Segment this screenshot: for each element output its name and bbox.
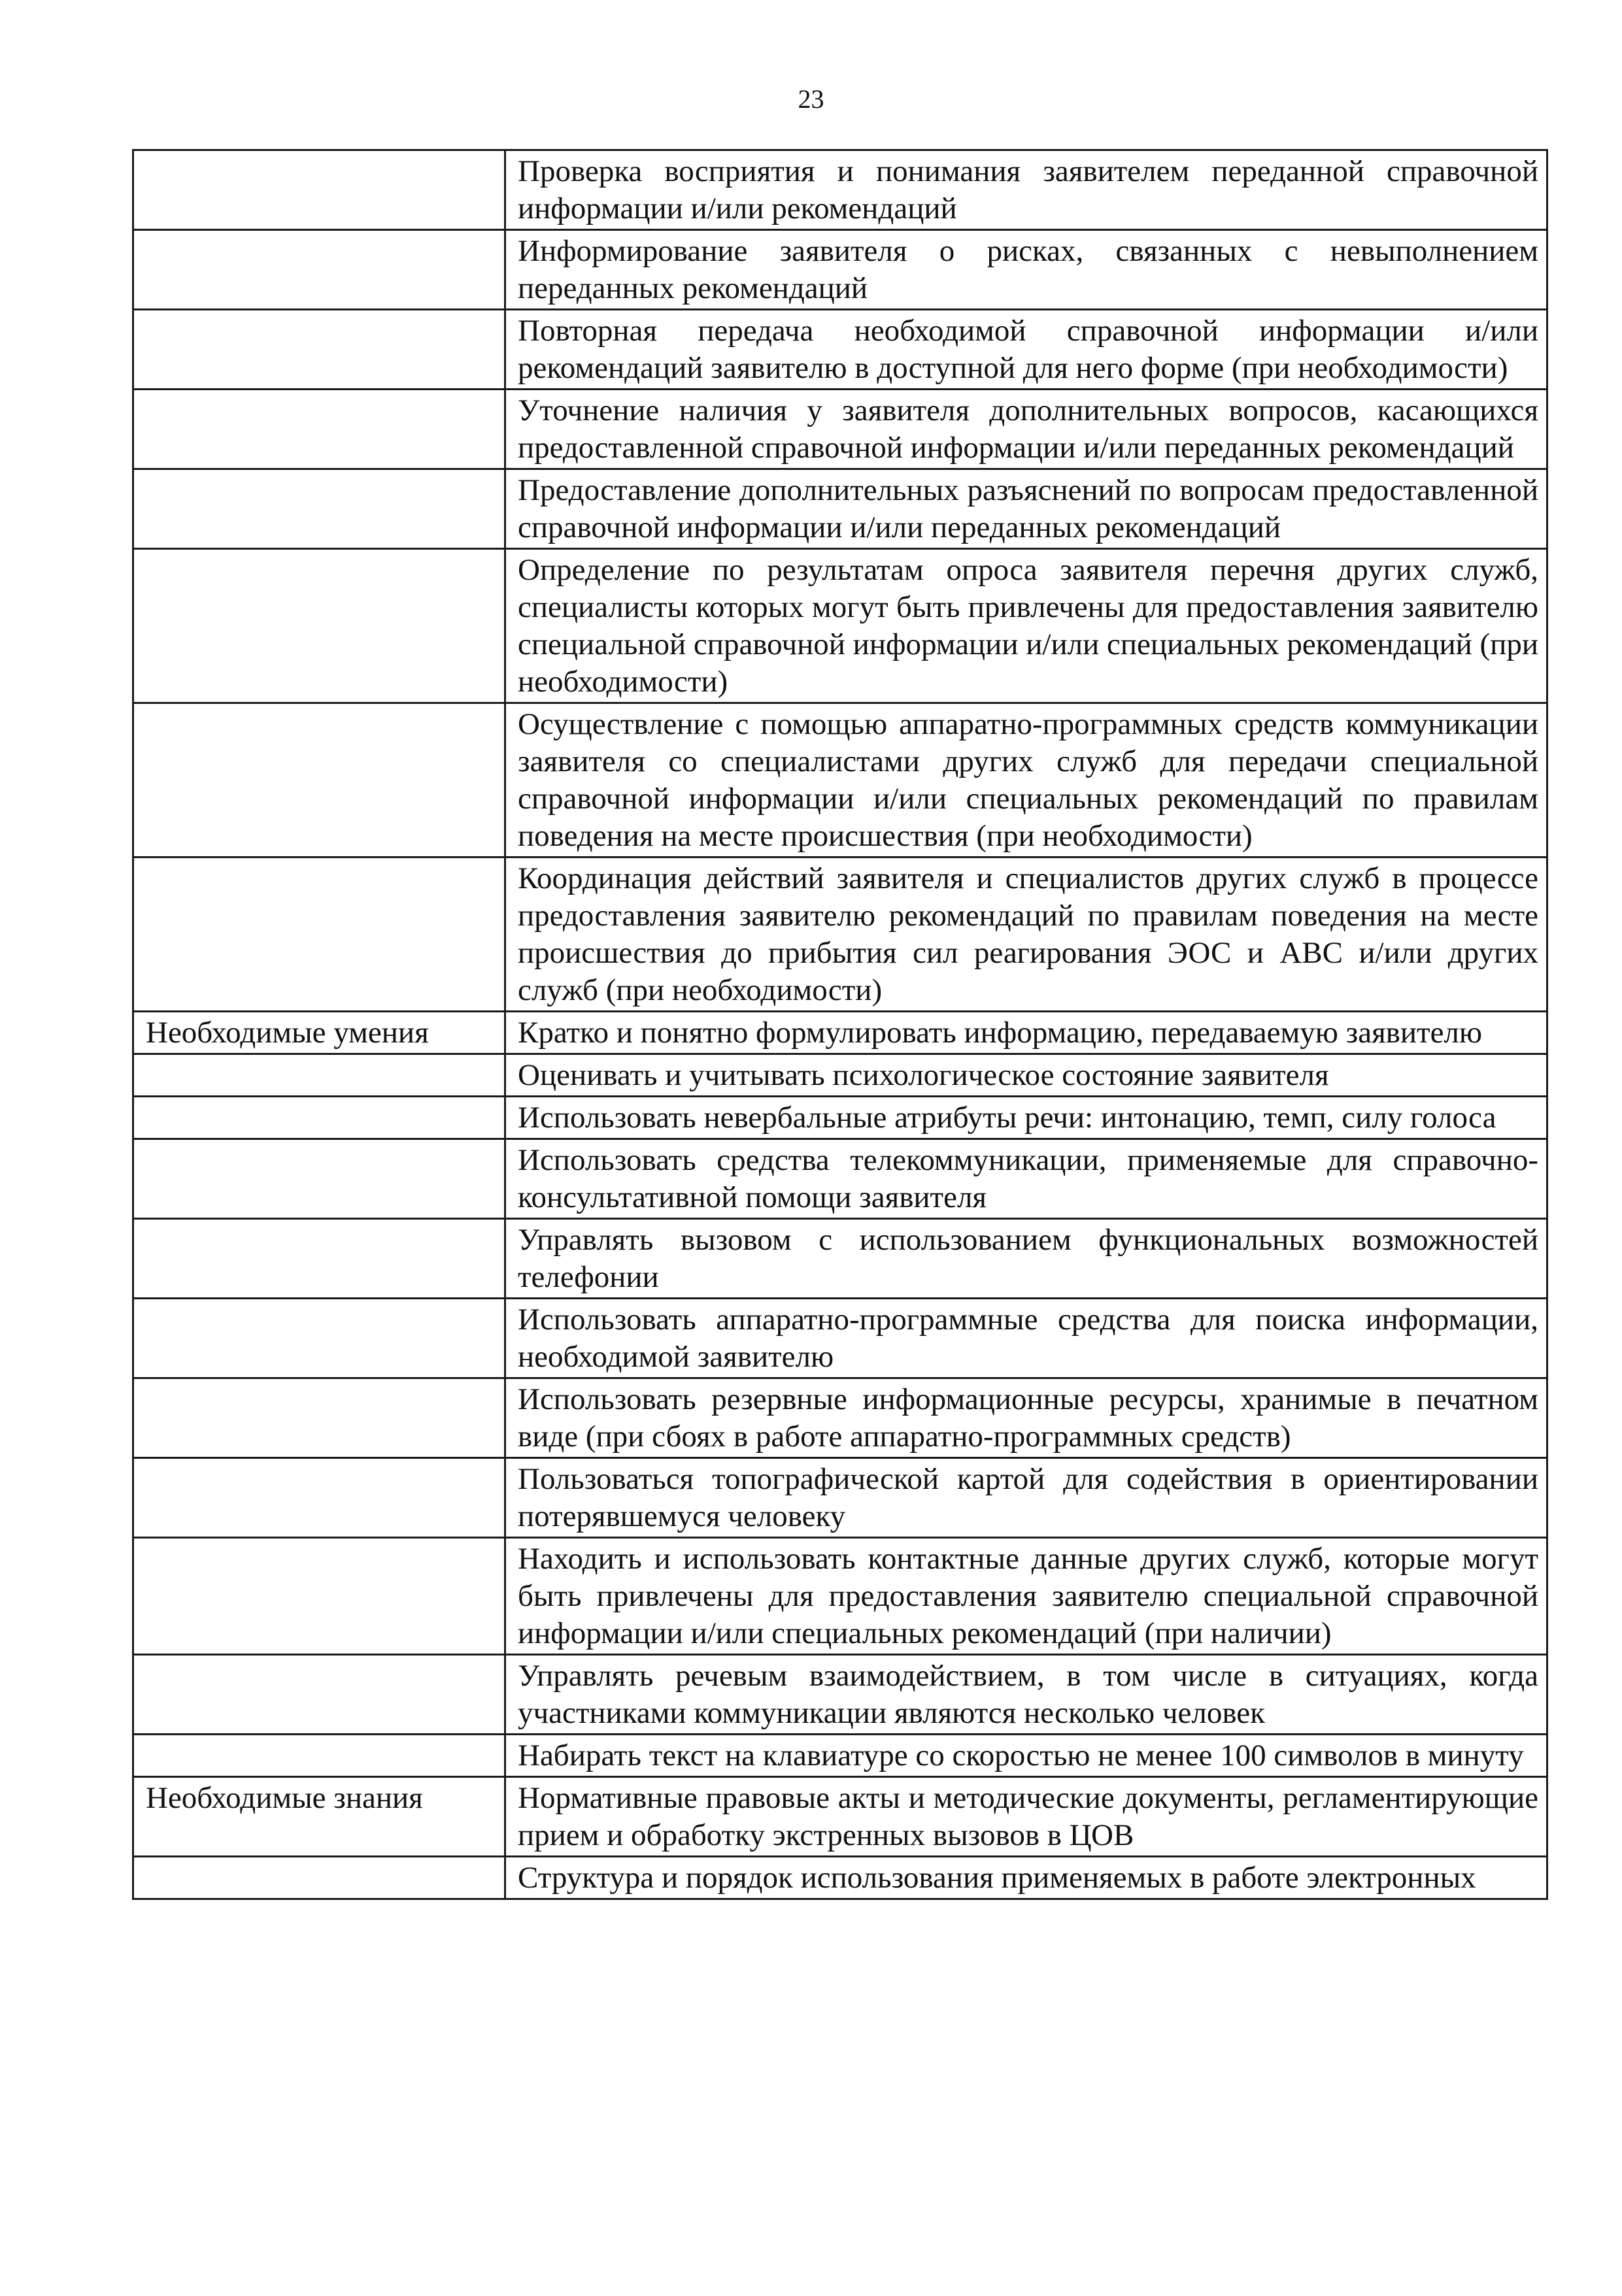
table-row bbox=[133, 1097, 1547, 1139]
table-label-cell bbox=[133, 857, 505, 1012]
table-row bbox=[133, 1299, 1547, 1378]
table-row bbox=[133, 1378, 1547, 1458]
knowledge-label: Необходимые знания bbox=[133, 1777, 505, 1857]
table-label-cell bbox=[133, 1857, 505, 1899]
table-row bbox=[133, 150, 1547, 230]
table-row bbox=[133, 1054, 1547, 1097]
table-label-cell bbox=[133, 150, 505, 230]
skills-label: Необходимые умения bbox=[133, 1012, 505, 1054]
table-row bbox=[133, 857, 1547, 1012]
table-label-cell bbox=[133, 1139, 505, 1219]
table-row bbox=[133, 1857, 1547, 1899]
table-row bbox=[133, 469, 1547, 549]
table-row bbox=[133, 1458, 1547, 1538]
table-label-cell bbox=[133, 469, 505, 549]
table-cell: Уточнение наличия у заявителя дополнительных вопросов, касающихся предоставленной справочной информации и/или переданных рекомендаций bbox=[505, 390, 1547, 469]
table-row bbox=[133, 230, 1547, 310]
table-row bbox=[133, 1012, 1547, 1054]
table-label-cell bbox=[133, 703, 505, 857]
table-label-cell bbox=[133, 1538, 505, 1655]
table-label-cell bbox=[133, 1097, 505, 1139]
table-label-cell bbox=[133, 1458, 505, 1538]
table-row bbox=[133, 1538, 1547, 1655]
table-row bbox=[133, 1219, 1547, 1299]
table-row bbox=[133, 1655, 1547, 1735]
table-cell: Осуществление с помощью аппаратно-программных средств коммуникации заявителя со специалистами других служб для передачи специальной справочной информации и/или специальных рекомендаций по правилам поведения на месте происшествия (при необходимости) bbox=[505, 703, 1547, 857]
table-cell: Находить и использовать контактные данные других служб, которые могут быть привлечены для предоставления заявителю специальной справочной информации и/или специальных рекомендаций (при наличии) bbox=[505, 1538, 1547, 1655]
table-label-cell bbox=[133, 390, 505, 469]
table-cell: Структура и порядок использования применяемых в работе электронных bbox=[505, 1857, 1547, 1899]
table-label-cell bbox=[133, 1655, 505, 1735]
page-number: 23 bbox=[798, 84, 824, 114]
table-cell: Определение по результатам опроса заявителя перечня других служб, специалисты которых могут быть привлечены для предоставления заявителю специальной справочной информации и/или специальных рекомендаций (при необходимости) bbox=[505, 549, 1547, 703]
table-label-cell bbox=[133, 1219, 505, 1299]
table-row bbox=[133, 1735, 1547, 1777]
table-label-cell bbox=[133, 230, 505, 310]
table-cell: Набирать текст на клавиатуре со скоростью не менее 100 символов в минуту bbox=[505, 1735, 1547, 1777]
table-cell: Использовать резервные информационные ресурсы, хранимые в печатном виде (при сбоях в работе аппаратно-программных средств) bbox=[505, 1378, 1547, 1458]
table-cell: Предоставление дополнительных разъяснений по вопросам предоставленной справочной информации и/или переданных рекомендаций bbox=[505, 469, 1547, 549]
table-cell: Использовать аппаратно-программные средства для поиска информации, необходимой заявителю bbox=[505, 1299, 1547, 1378]
table-row bbox=[133, 310, 1547, 390]
table-cell: Оценивать и учитывать психологическое состояние заявителя bbox=[505, 1054, 1547, 1097]
table-row bbox=[133, 390, 1547, 469]
table-cell: Нормативные правовые акты и методические документы, регламентирующие прием и обработку экстренных вызовов в ЦОВ bbox=[505, 1777, 1547, 1857]
table-label-cell bbox=[133, 1378, 505, 1458]
table-cell: Использовать невербальные атрибуты речи: интонацию, темп, силу голоса bbox=[505, 1097, 1547, 1139]
table-cell: Информирование заявителя о рисках, связанных с невыполнением переданных рекомендаций bbox=[505, 230, 1547, 310]
table-label-cell bbox=[133, 1299, 505, 1378]
table-label-cell bbox=[133, 310, 505, 390]
table-cell: Пользоваться топографической картой для содействия в ориентировании потерявшемуся человеку bbox=[505, 1458, 1547, 1538]
table-cell: Использовать средства телекоммуникации, применяемые для справочно-консультативной помощи заявителя bbox=[505, 1139, 1547, 1219]
table-cell: Координация действий заявителя и специалистов других служб в процессе предоставления заявителю рекомендаций по правилам поведения на месте происшествия до прибытия сил реагирования ЭОС и АВС и/или других служб (при необходимости) bbox=[505, 857, 1547, 1012]
table-label-cell bbox=[133, 1735, 505, 1777]
table-cell: Проверка восприятия и понимания заявителем переданной справочной информации и/или рекомендаций bbox=[505, 150, 1547, 230]
table-row bbox=[133, 703, 1547, 857]
table-cell: Повторная передача необходимой справочной информации и/или рекомендаций заявителю в доступной для него форме (при необходимости) bbox=[505, 310, 1547, 390]
competency-table bbox=[132, 149, 1548, 1900]
table-cell: Управлять вызовом с использованием функциональных возможностей телефонии bbox=[505, 1219, 1547, 1299]
table-label-cell bbox=[133, 1054, 505, 1097]
table-cell: Управлять речевым взаимодействием, в том числе в ситуациях, когда участниками коммуникации являются несколько человек bbox=[505, 1655, 1547, 1735]
table-label-cell bbox=[133, 549, 505, 703]
table-row bbox=[133, 1139, 1547, 1219]
table-row bbox=[133, 1777, 1547, 1857]
table-row bbox=[133, 549, 1547, 703]
table-cell: Кратко и понятно формулировать информацию, передаваемую заявителю bbox=[505, 1012, 1547, 1054]
